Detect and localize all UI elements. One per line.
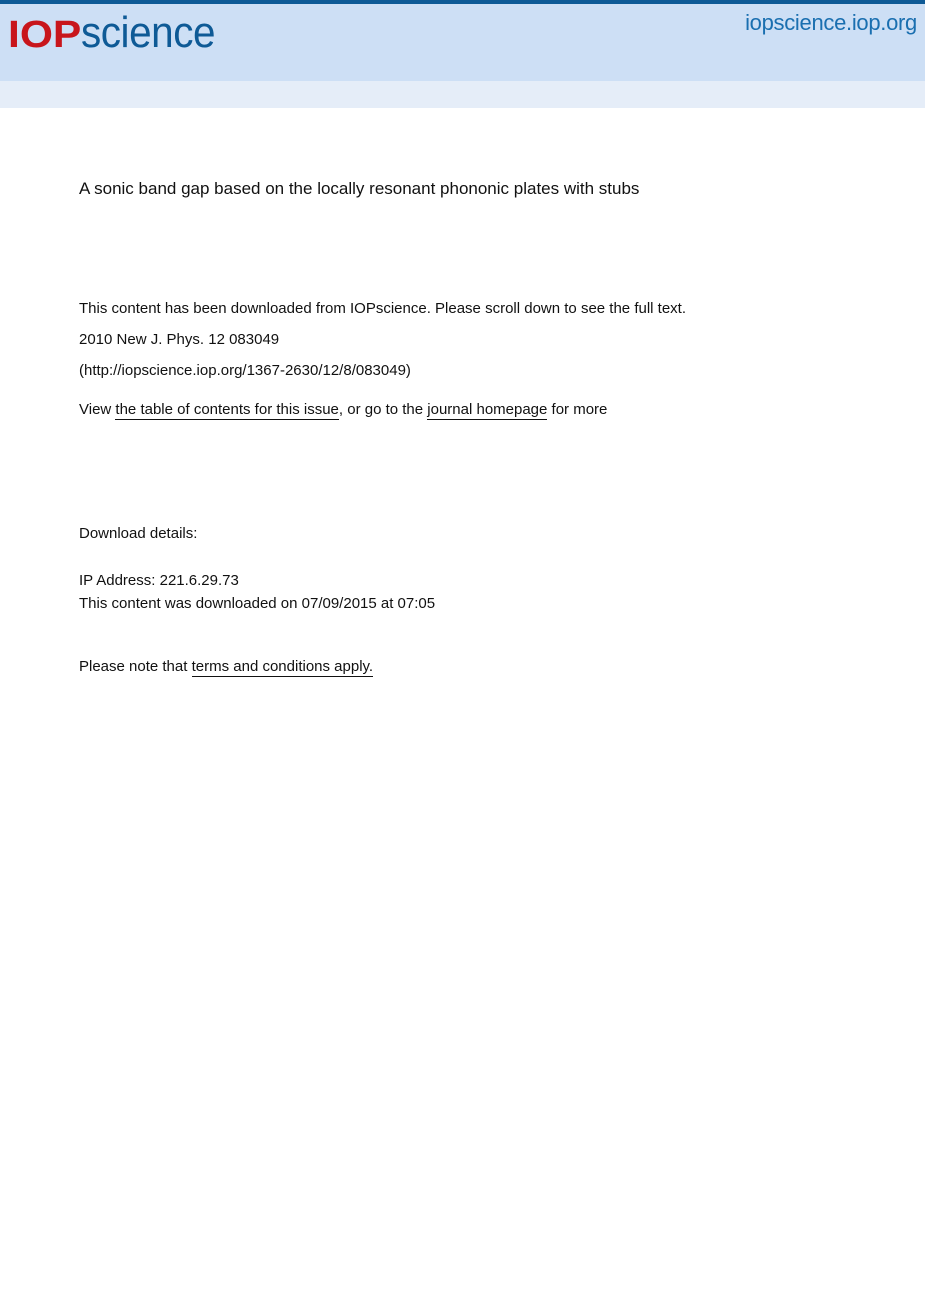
- site-url-link[interactable]: iopscience.iop.org: [745, 10, 917, 35]
- downloaded-on: This content was downloaded on 07/09/2015 at 07:05: [79, 595, 436, 612]
- iopscience-logo[interactable]: [8, 8, 227, 60]
- header-subbar: [0, 81, 925, 108]
- logo-iop-text: IOP: [8, 14, 82, 56]
- ip-address: IP Address: 221.6.29.73: [79, 572, 239, 589]
- journal-homepage-link[interactable]: journal homepage: [427, 401, 548, 418]
- table-of-contents-link[interactable]: the table of contents for this issue: [115, 401, 339, 418]
- view-prefix: View: [79, 401, 116, 418]
- terms-prefix: Please note that: [79, 658, 192, 675]
- download-details-heading: Download details:: [79, 525, 198, 542]
- terms-and-conditions-link[interactable]: terms and conditions apply.: [191, 658, 374, 675]
- view-more-line: [79, 401, 607, 418]
- view-middle: , or go to the: [338, 401, 428, 418]
- citation: 2010 New J. Phys. 12 083049: [79, 331, 280, 348]
- logo-science-text: science: [81, 8, 216, 57]
- article-title: A sonic band gap based on the locally resonant phononic plates with stubs: [79, 179, 640, 198]
- site-header: [0, 4, 925, 81]
- view-suffix: for more: [547, 401, 608, 418]
- download-notice: This content has been downloaded from IOPscience. Please scroll down to see the full text.: [79, 300, 687, 317]
- terms-line: [79, 658, 373, 675]
- article-url: (http://iopscience.iop.org/1367-2630/12/8/083049): [79, 362, 411, 379]
